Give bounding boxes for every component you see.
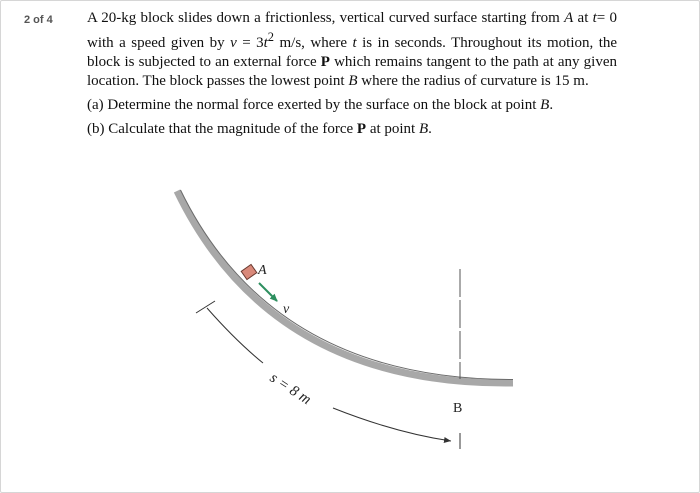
statement-part: at bbox=[577, 10, 589, 26]
exponent: 2 bbox=[267, 30, 275, 44]
curved-surface bbox=[177, 191, 513, 383]
page-indicator: 2 of 4 bbox=[24, 14, 53, 26]
s-dimension-line-lower bbox=[333, 408, 451, 441]
time-variable: t bbox=[352, 35, 357, 51]
s-dimension-line-upper bbox=[207, 308, 263, 363]
block bbox=[241, 264, 257, 279]
speed-variable: v bbox=[230, 35, 237, 51]
question-part-b: (b) Calculate that the magnitude of the force P at point B. bbox=[87, 121, 432, 137]
statement-part: = 3 bbox=[242, 35, 264, 51]
time-variable: t bbox=[592, 10, 597, 26]
label-point-b: B bbox=[453, 401, 463, 416]
statement-part: where the radius of curvature is 15 m. bbox=[361, 73, 589, 89]
time-variable: t bbox=[263, 35, 268, 51]
statement-part: A 20-kg block slides down a frictionless, vertical curved surface starting from bbox=[87, 10, 560, 26]
statement-part: is in seconds. Throughout its motion, the block is subjected to an external force bbox=[87, 35, 618, 70]
label-velocity: v bbox=[283, 302, 290, 317]
label-point-a: A bbox=[258, 263, 267, 278]
point-b-ref: B bbox=[348, 73, 358, 89]
statement-part: = 0 with a speed given by bbox=[87, 10, 617, 51]
statement-part: m/s, where bbox=[279, 35, 348, 51]
surface-edge bbox=[181, 190, 514, 380]
s-start-tick bbox=[196, 301, 215, 313]
label-arc-length: s = 8 m bbox=[266, 369, 314, 409]
force-symbol: P bbox=[320, 54, 330, 70]
statement-part: which remains tangent to the path at any given location. The block passes the lowest point bbox=[87, 54, 617, 89]
point-a-ref: A bbox=[564, 10, 574, 26]
question-part-a: (a) Determine the normal force exerted by the surface on the block at point B. bbox=[87, 97, 554, 113]
curved-surface-figure bbox=[1, 1, 700, 493]
